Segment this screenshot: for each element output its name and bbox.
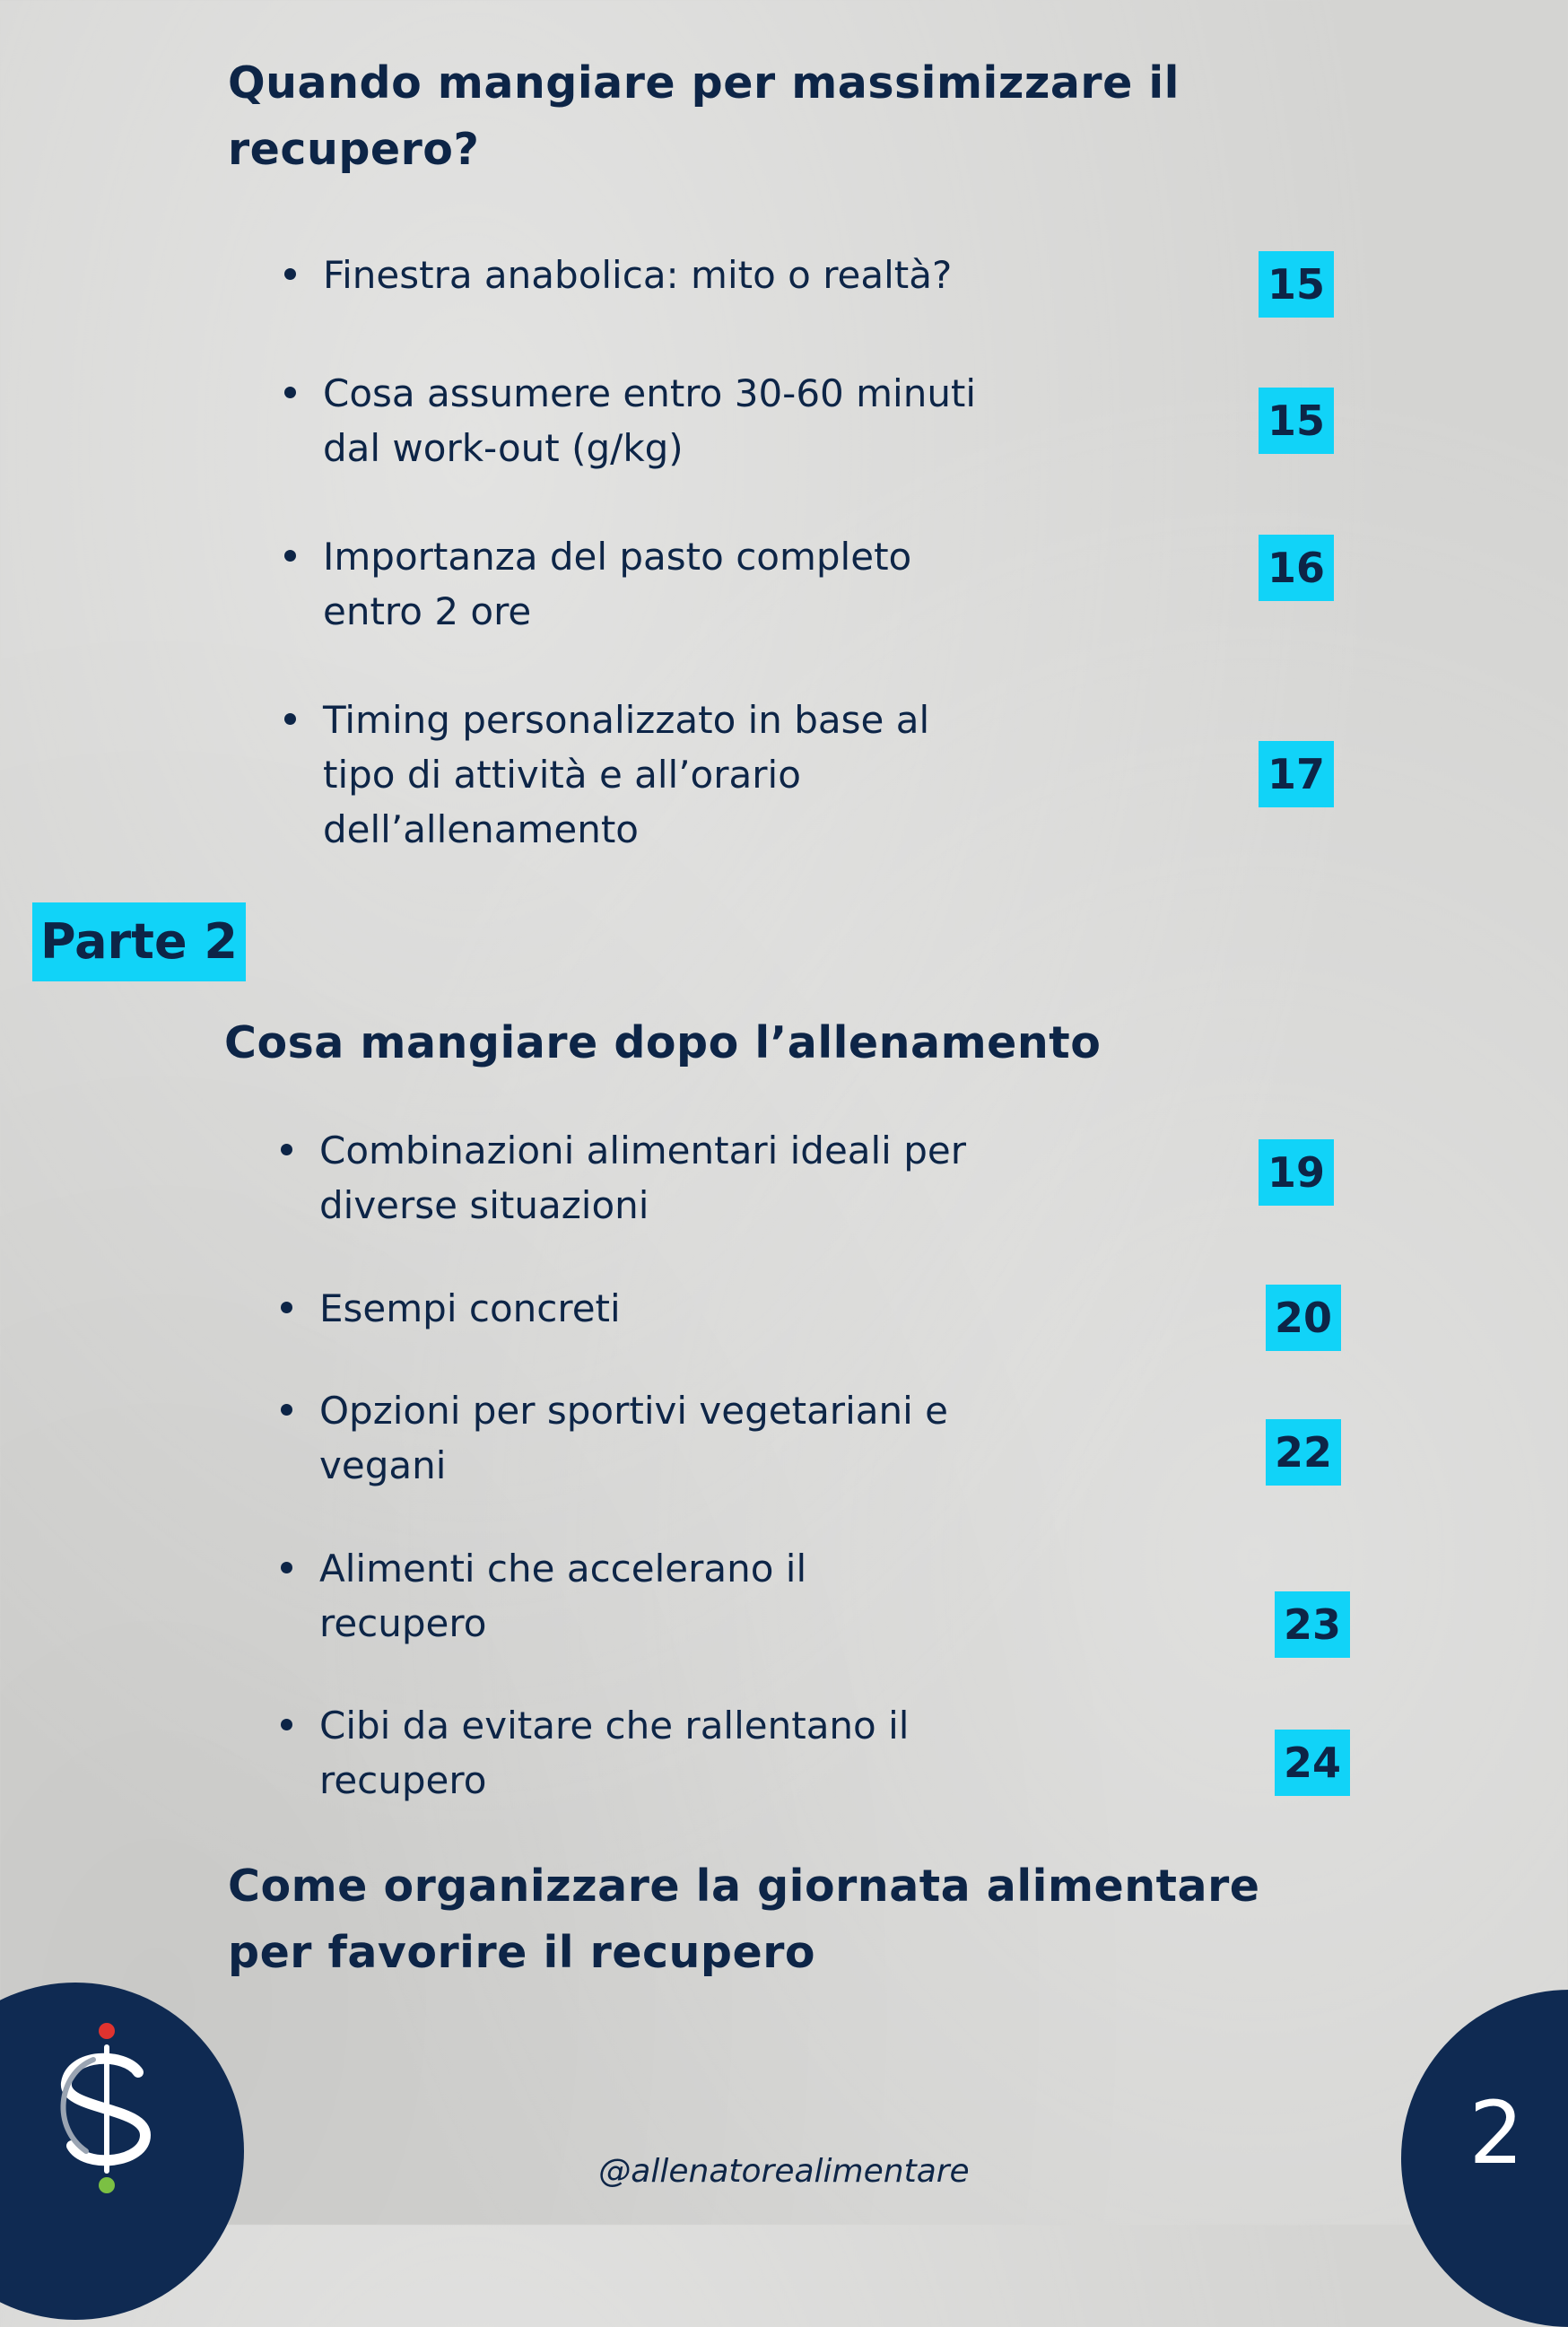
bullet-icon bbox=[284, 550, 296, 562]
heading-line: Come organizzare la giornata alimentare bbox=[228, 1861, 1260, 1912]
toc-item-label: Importanza del pasto completo bbox=[323, 535, 912, 579]
toc-item[interactable] bbox=[287, 248, 1023, 302]
toc-item-label: Esempi concreti bbox=[319, 1286, 621, 1330]
page-ref-badge[interactable]: 17 bbox=[1259, 741, 1334, 807]
bullet-icon bbox=[281, 1404, 292, 1416]
toc-item-label: Combinazioni alimentari ideali per bbox=[319, 1129, 966, 1172]
toc-item[interactable] bbox=[283, 1123, 1019, 1233]
bullet-icon bbox=[281, 1719, 292, 1730]
page-ref-badge[interactable]: 22 bbox=[1266, 1419, 1341, 1486]
toc-item-label: recupero bbox=[319, 1758, 487, 1802]
toc-item-label: Opzioni per sportivi vegetariani e bbox=[319, 1389, 948, 1433]
page-ref-badge[interactable]: 19 bbox=[1259, 1139, 1334, 1206]
toc-item-label: tipo di attività e all’orario bbox=[323, 753, 801, 797]
section-heading-day-planning bbox=[228, 1853, 1260, 1986]
page-ref-badge[interactable]: 24 bbox=[1275, 1730, 1350, 1796]
page-ref-badge[interactable]: 20 bbox=[1266, 1285, 1341, 1351]
toc-item-label: Finestra anabolica: mito o realtà? bbox=[323, 253, 953, 297]
heading-line: recupero? bbox=[228, 124, 480, 175]
toc-item-label: recupero bbox=[319, 1601, 487, 1645]
page-number: 2 bbox=[1468, 2083, 1524, 2183]
page-ref-badge[interactable]: 15 bbox=[1259, 251, 1334, 318]
bullet-icon bbox=[281, 1562, 292, 1573]
toc-item-label: Timing personalizzato in base al bbox=[323, 698, 930, 742]
toc-item-label: diverse situazioni bbox=[319, 1183, 649, 1227]
bullet-icon bbox=[281, 1144, 292, 1155]
section-heading-timing bbox=[228, 50, 1180, 183]
toc-item[interactable] bbox=[283, 1281, 1019, 1336]
toc-item-label: vegani bbox=[319, 1443, 447, 1487]
toc-item[interactable] bbox=[283, 1698, 1019, 1808]
toc-item-label: Cosa assumere entro 30-60 minuti bbox=[323, 371, 977, 415]
toc-item-label: entro 2 ore bbox=[323, 589, 532, 633]
bullet-icon bbox=[281, 1302, 292, 1313]
toc-item[interactable] bbox=[287, 366, 1023, 475]
bullet-icon bbox=[284, 387, 296, 398]
heading-line: Cosa mangiare dopo l’allenamento bbox=[224, 1017, 1102, 1068]
toc-item[interactable] bbox=[287, 693, 1023, 857]
part-label-badge: Parte 2 bbox=[32, 902, 246, 981]
page-ref-badge[interactable]: 15 bbox=[1259, 388, 1334, 454]
toc-item[interactable] bbox=[283, 1541, 1019, 1651]
bullet-icon bbox=[284, 713, 296, 725]
page-ref-badge[interactable]: 23 bbox=[1275, 1591, 1350, 1658]
bullet-icon bbox=[284, 268, 296, 280]
section-heading-what-to-eat bbox=[224, 1010, 1101, 1076]
toc-item-label: Alimenti che accelerano il bbox=[319, 1547, 807, 1591]
toc-item-label: dell’allenamento bbox=[323, 807, 639, 851]
toc-item[interactable] bbox=[283, 1383, 1019, 1493]
heading-line: Quando mangiare per massimizzare il bbox=[228, 57, 1180, 109]
toc-item-label: Cibi da evitare che rallentano il bbox=[319, 1704, 910, 1747]
toc-item-label: dal work-out (g/kg) bbox=[323, 426, 684, 470]
toc-item[interactable] bbox=[287, 529, 1023, 639]
social-handle[interactable]: @allenatorealimentare bbox=[598, 2153, 970, 2190]
heading-line: per favorire il recupero bbox=[228, 1927, 816, 1978]
page-ref-badge[interactable]: 16 bbox=[1259, 535, 1334, 601]
